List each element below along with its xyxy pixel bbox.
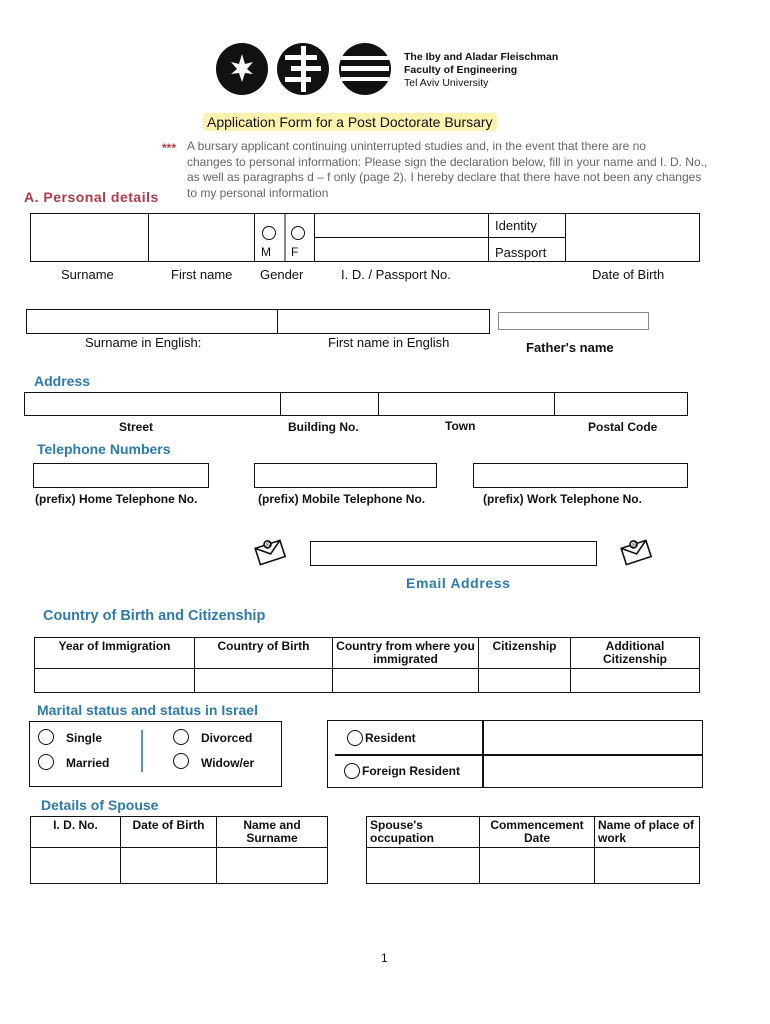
residency-divider-horizontal (335, 754, 702, 756)
country-of-birth-cell[interactable] (195, 669, 333, 693)
foreign-resident-radio[interactable] (344, 763, 360, 779)
address-heading: Address (34, 373, 91, 389)
street-label: Street (119, 420, 154, 434)
surname-label: Surname (61, 267, 114, 282)
marital-heading: Marital status and status in Israel (37, 702, 258, 718)
gender-label: Gender (260, 267, 304, 282)
surname-english-label: Surname in English: (85, 335, 202, 350)
postal-code-label: Postal Code (588, 420, 658, 434)
year-of-immigration-header: Year of Immigration (35, 638, 195, 669)
gender-f-radio[interactable] (291, 226, 305, 240)
work-phone-field[interactable] (473, 463, 688, 488)
form-title: Application Form for a Post Doctorate Bursary (203, 113, 497, 131)
home-phone-label: (prefix) Home Telephone No. (35, 492, 198, 506)
divorced-radio[interactable] (173, 729, 189, 745)
town-field[interactable] (378, 392, 555, 416)
identity-label: Identity (495, 218, 537, 233)
place-of-work-cell[interactable] (595, 848, 700, 884)
personal-heading: A. Personal details (24, 189, 159, 205)
gender-m-radio[interactable] (262, 226, 276, 240)
university-line-3: Tel Aviv University (404, 77, 489, 89)
citizenship-cell[interactable] (479, 669, 571, 693)
home-phone-field[interactable] (33, 463, 209, 488)
spouse-name-header: Name and Surname (217, 817, 328, 848)
telephone-heading: Telephone Numbers (37, 441, 171, 457)
note-text (187, 139, 707, 201)
building-field[interactable] (280, 392, 379, 416)
immigrated-from-header: Country from where you immigrated (333, 638, 479, 669)
email-label: Email Address (406, 575, 511, 591)
year-of-immigration-cell[interactable] (35, 669, 195, 693)
gender-divider (284, 214, 286, 261)
passport-number-field[interactable] (314, 237, 489, 262)
place-of-work-header: Name of place of work (595, 817, 700, 848)
spouse-occupation-header: Spouse's occupation (367, 817, 480, 848)
mobile-phone-field[interactable] (254, 463, 437, 488)
street-field[interactable] (24, 392, 281, 416)
spouse-heading: Details of Spouse (41, 797, 159, 813)
first-name-english-label: First name in English (328, 335, 450, 350)
marital-divider (141, 730, 143, 772)
date-of-birth-label: Date of Birth (592, 267, 665, 282)
svg-text:@: @ (264, 540, 273, 550)
single-label: Single (66, 731, 103, 745)
note-line-1: A bursary applicant continuing uninterrupted studies and, in the event that there are no (187, 139, 646, 153)
resident-label: Resident (365, 731, 416, 745)
university-name (404, 51, 558, 90)
first-name-english-field[interactable] (277, 309, 490, 334)
mobile-phone-label: (prefix) Mobile Telephone No. (258, 492, 426, 506)
country-of-birth-header: Country of Birth (195, 638, 333, 669)
widow-label: Widow/er (201, 756, 255, 770)
spouse-table-left (30, 816, 328, 884)
commencement-date-cell[interactable] (480, 848, 595, 884)
note-line-3: as well as paragraphs d – f only (page 2). I hereby declare that there have not been any changes (187, 170, 702, 184)
envelope-icon (252, 536, 288, 568)
spouse-id-cell[interactable] (31, 848, 121, 884)
widow-radio[interactable] (173, 753, 189, 769)
spouse-dob-cell[interactable] (121, 848, 217, 884)
page-number: 1 (381, 951, 388, 965)
spouse-table-right (366, 816, 700, 884)
gender-m-label: M (261, 245, 271, 259)
additional-citizenship-header: Additional Citizenship (571, 638, 700, 669)
single-radio[interactable] (38, 729, 54, 745)
date-of-birth-field[interactable] (565, 213, 700, 262)
identity-number-field[interactable] (314, 213, 489, 238)
passport-label: Passport (495, 245, 547, 260)
first-name-label: First name (171, 267, 233, 282)
gender-f-label: F (291, 245, 299, 259)
spouse-dob-header: Date of Birth (121, 817, 217, 848)
birth-table (34, 637, 700, 693)
spouse-occupation-cell[interactable] (367, 848, 480, 884)
building-label: Building No. (288, 420, 359, 434)
email-field[interactable] (310, 541, 597, 566)
surname-field[interactable] (30, 213, 149, 262)
surname-english-field[interactable] (26, 309, 278, 334)
married-label: Married (66, 756, 110, 770)
university-line-2: Faculty of Engineering (404, 64, 518, 76)
note-line-2: changes to personal information: Please sign the declaration below, fill in your name and I. D. No., (187, 154, 708, 169)
spouse-name-cell[interactable] (217, 848, 328, 884)
note-line-4: to my personal information (187, 185, 329, 200)
svg-text:@: @ (630, 540, 639, 550)
citizenship-header: Citizenship (479, 638, 571, 669)
immigrated-from-cell[interactable] (333, 669, 479, 693)
fathers-name-label: Father's name (526, 340, 614, 355)
commencement-date-header: Commencement Date (480, 817, 595, 848)
university-logo (215, 42, 395, 96)
envelope-icon (618, 536, 654, 568)
town-label: Town (445, 419, 476, 433)
birth-heading: Country of Birth and Citizenship (43, 608, 266, 624)
id-passport-label: I. D. / Passport No. (341, 267, 451, 282)
spouse-id-header: I. D. No. (31, 817, 121, 848)
married-radio[interactable] (38, 754, 54, 770)
divorced-label: Divorced (201, 731, 253, 745)
postal-code-field[interactable] (554, 392, 688, 416)
first-name-field[interactable] (148, 213, 255, 262)
university-line-1: The Iby and Aladar Fleischman (404, 51, 559, 63)
residency-divider-vertical (482, 721, 484, 787)
resident-radio[interactable] (347, 730, 363, 746)
foreign-resident-label: Foreign Resident (362, 764, 461, 778)
fathers-name-field[interactable] (498, 312, 649, 330)
note-marker: *** (162, 141, 177, 155)
work-phone-label: (prefix) Work Telephone No. (483, 492, 642, 506)
additional-citizenship-cell[interactable] (571, 669, 700, 693)
